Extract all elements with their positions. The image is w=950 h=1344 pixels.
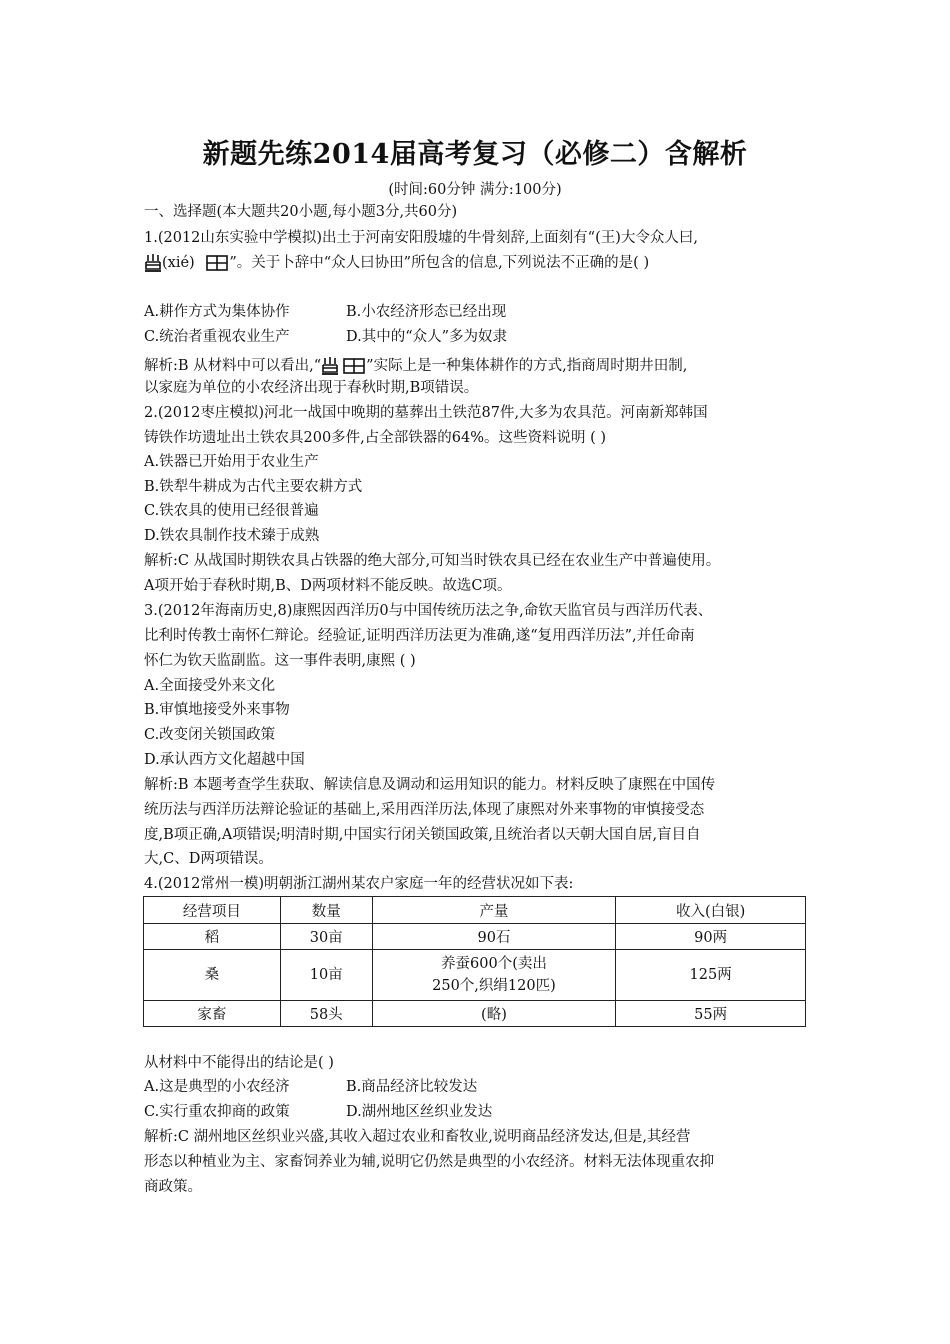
q2-answer-line2: A项开始于春秋时期,B、D两项材料不能反映。故选C项。 [144,578,512,594]
exam-info: (时间:60分钟 满分:100分) [388,182,562,198]
table-cell: 10亩 [280,950,372,1001]
q2-option-d: D.铁农具制作技术臻于成熟 [144,528,320,544]
page-title: 新题先练2014届高考复习（必修二）含解析 [202,139,748,170]
q4-option-b: B.商品经济比较发达 [346,1079,478,1095]
q1-answer-line1 [144,356,687,376]
section-heading: 一、选择题(本大题共20小题,每小题3分,共60分) [144,204,458,220]
q2-answer-line1: 解析:C 从战国时期铁农具占铁器的绝大部分,可知当时铁农具已经在农业生产中普遍使用。 [144,553,721,569]
oracle-tian-glyph [205,254,229,272]
q1-stem-line1: 1.(2012山东实验中学模拟)出土于河南安阳殷墟的牛骨刻辞,上面刻有“(王)大令众人曰, [144,230,698,246]
table-cell: 58头 [280,1001,372,1027]
oracle-xie-glyph [144,253,162,273]
q3-option-a: A.全面接受外来文化 [144,678,276,694]
table-row [144,1001,806,1027]
q2-option-a: A.铁器已开始用于农业生产 [144,454,319,470]
q4-stem-line1: 4.(2012常州一模)明朝浙江湖州某农户家庭一年的经营状况如下表: [144,876,574,892]
q1-answer-text-post: ”实际上是一种集体耕作的方式,指商周时期井田制, [366,358,688,374]
q1-pinyin: (xié) [162,255,195,271]
table-cell: 90石 [372,924,616,950]
table-cell: 55两 [616,1001,806,1027]
table-header-cell: 数量 [280,897,372,924]
q2-option-c: C.铁农具的使用已经很普遍 [144,503,319,519]
table-row [144,924,806,950]
q3-answer-line3: 度,B项正确,A项错误;明清时期,中国实行闭关锁国政策,且统治者以天朝大国自居,盲目自 [144,827,701,843]
table-header-cell: 产量 [372,897,616,924]
table-cell: 稻 [144,924,281,950]
q1-option-c: C.统治者重视农业生产 [144,329,290,345]
q1-answer-text-pre: 解析:B 从材料中可以看出,“ [144,358,322,374]
q4-option-c: C.实行重农抑商的政策 [144,1104,290,1120]
table-cell: 125两 [616,950,806,1001]
table-header-row [144,897,806,924]
q1-stem-line2 [144,253,649,273]
q3-option-b: B.审慎地接受外来事物 [144,702,290,718]
table-row [144,950,806,1001]
table-cell-line2: 250个,织绢120匹) [432,978,556,994]
table-cell [372,950,616,1001]
table-cell: 90两 [616,924,806,950]
q2-option-b: B.铁犁牛耕成为古代主要农耕方式 [144,479,363,495]
q4-option-a: A.这是典型的小农经济 [144,1079,290,1095]
q3-answer-line1: 解析:B 本题考查学生获取、解读信息及调动和运用知识的能力。材料反映了康熙在中国传 [144,777,716,793]
farm-income-table [143,896,806,1027]
oracle-tian-glyph-2 [342,357,366,375]
table-header-cell: 收入(白银) [616,897,806,924]
q3-stem-line3: 怀仁为钦天监副监。这一事件表明,康熙 ( ) [144,653,416,669]
q2-stem-line1: 2.(2012枣庄模拟)河北一战国中晚期的墓葬出土铁范87件,大多为农具范。河南新郑韩国 [144,405,708,421]
oracle-xie-glyph-2 [321,356,339,376]
table-cell: 桑 [144,950,281,1001]
q4-option-d: D.湖州地区丝织业发达 [346,1104,493,1120]
q4-answer-line2: 形态以种植业为主、家畜饲养业为辅,说明它仍然是典型的小农经济。材料无法体现重农抑 [144,1154,715,1170]
q1-option-b: B.小农经济形态已经出现 [346,304,507,320]
q1-answer-line2: 以家庭为单位的小农经济出现于春秋时期,B项错误。 [144,380,479,396]
q3-option-d: D.承认西方文化超越中国 [144,752,305,768]
q3-stem-line1: 3.(2012年海南历史,8)康熙因西洋历0与中国传统历法之争,命钦天监官员与西洋历代表、 [144,603,713,619]
table-cell: 家畜 [144,1001,281,1027]
q1-stem-line2-text: ”。关于卜辞中“众人曰协田”所包含的信息,下列说法不正确的是( ) [229,255,650,271]
q3-answer-line4: 大,C、D两项错误。 [144,851,273,867]
q4-answer-line1: 解析:C 湖州地区丝织业兴盛,其收入超过农业和畜牧业,说明商品经济发达,但是,其经营 [144,1129,691,1145]
q3-stem-line2: 比利时传教士南怀仁辩论。经验证,证明西洋历法更为准确,遂“复用西洋历法”,并任命南 [144,628,695,644]
table-cell-line1: 养蚕600个(卖出 [441,956,547,972]
q3-answer-line2: 统历法与西洋历法辩论验证的基础上,采用西洋历法,体现了康熙对外来事物的审慎接受态 [144,802,705,818]
q4-answer-line3: 商政策。 [144,1179,202,1195]
table-cell: 30亩 [280,924,372,950]
q4-stem-question: 从材料中不能得出的结论是( ) [144,1055,334,1071]
q1-option-d: D.其中的“众人”多为奴隶 [346,329,508,345]
table-header-cell: 经营项目 [144,897,281,924]
q2-stem-line2: 铸铁作坊遗址出土铁农具200多件,占全部铁器的64%。这些资料说明 ( ) [144,430,607,446]
q3-option-c: C.改变闭关锁国政策 [144,727,276,743]
q1-option-a: A.耕作方式为集体协作 [144,304,290,320]
table-cell: (略) [372,1001,616,1027]
